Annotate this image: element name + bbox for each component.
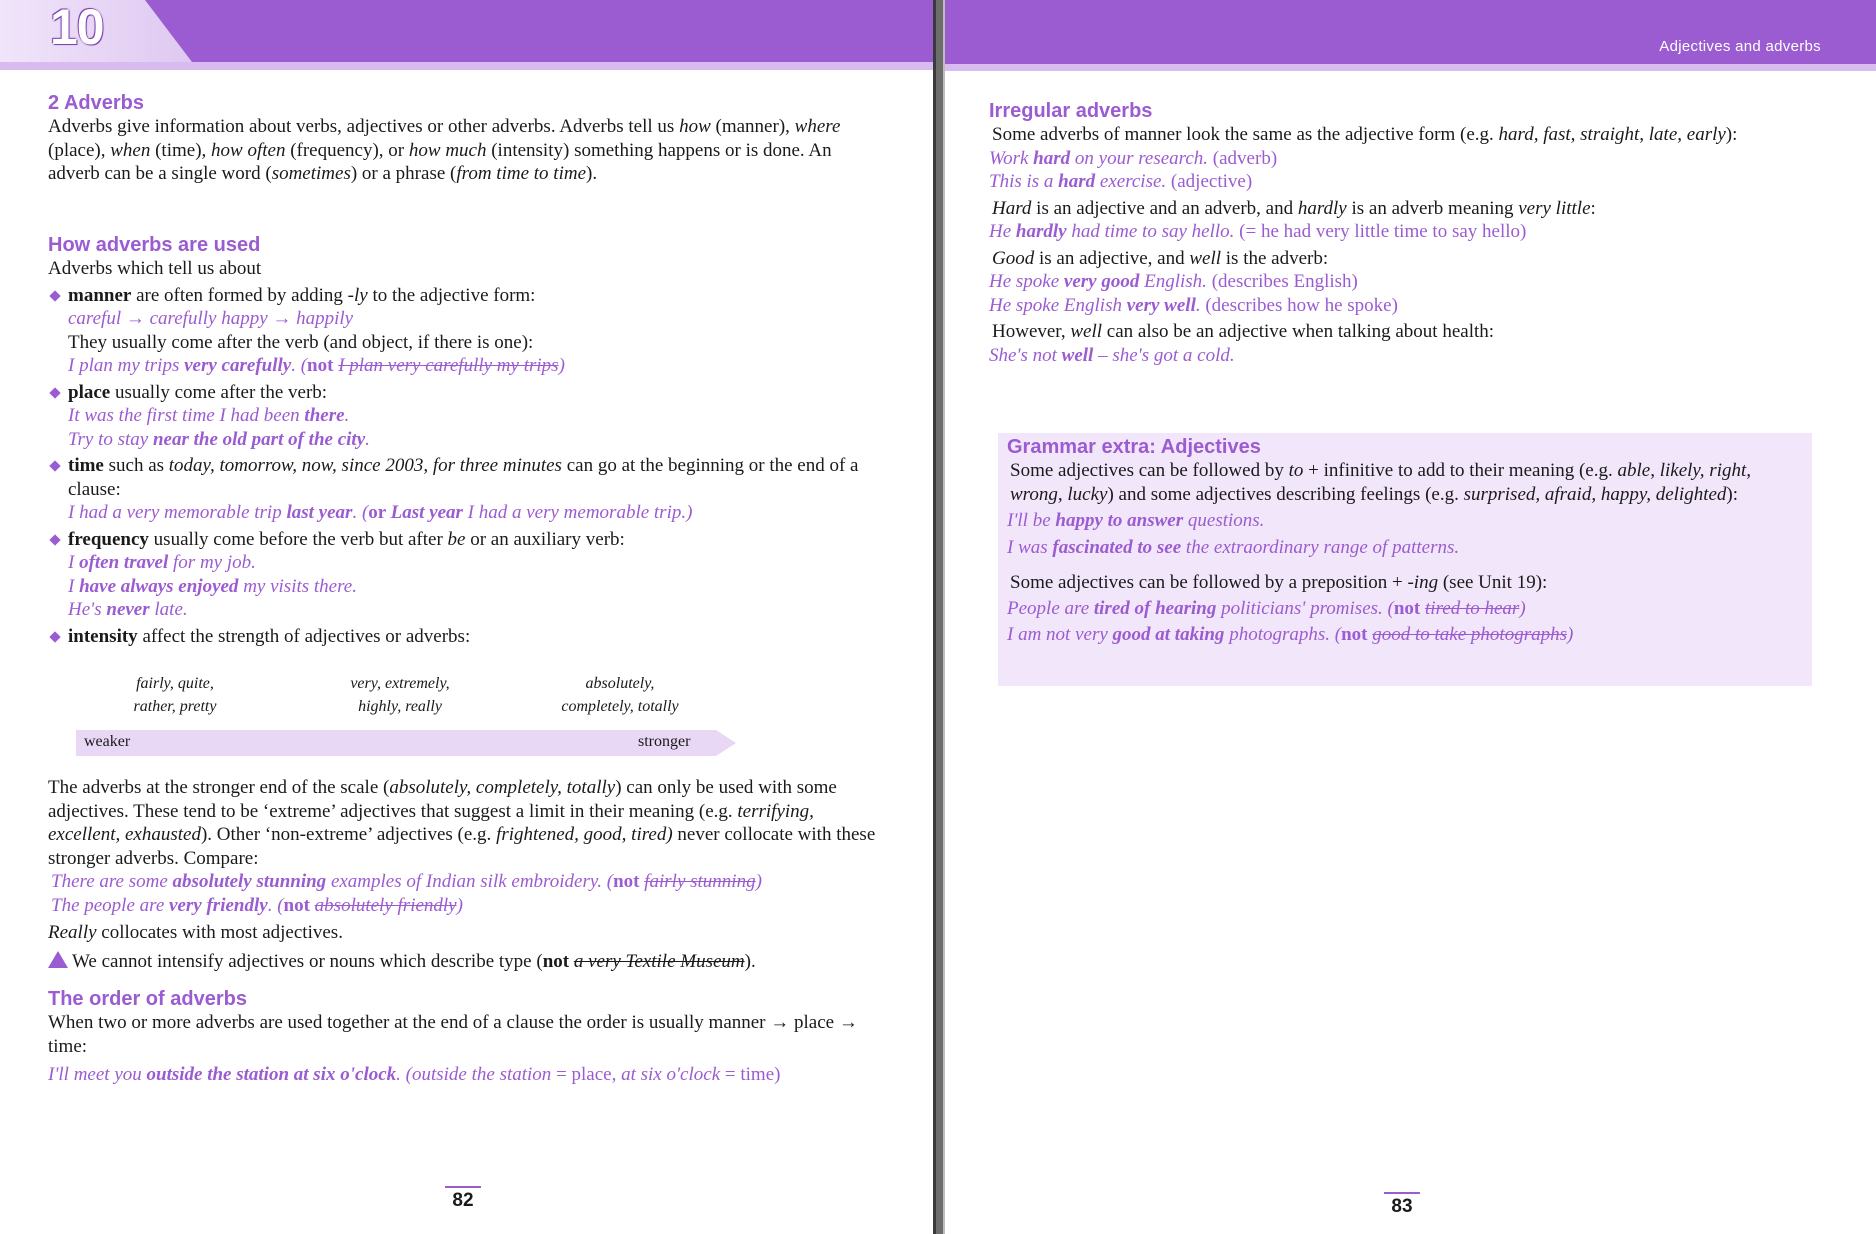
place-example-2: Try to stay near the old part of the city. <box>68 428 370 450</box>
good-paragraph: Good is an adjective, and well is the adverb: <box>992 247 1329 269</box>
grammar-extra-heading: Grammar extra: Adjectives <box>1007 436 1261 458</box>
page-number: 83 <box>1382 1196 1422 1218</box>
page-number: 82 <box>443 1190 483 1212</box>
stronger-adverbs-section <box>48 776 878 973</box>
compare-example-2: The people are very friendly. (not absolutely friendly) <box>51 894 463 916</box>
however-paragraph: However, well can also be an adjective when talking about health: <box>992 321 1495 342</box>
grammar-example-3: People are tired of hearing politicians' promises. (not tired to hear) <box>1007 597 1526 619</box>
intro-paragraph: Adverbs give information about verbs, adjectives or other adverbs. Adverbs tell us how (manner), where (place), when (time), how often (frequency), or how much (intensity) something happens or is done. An adverb can be a single word (sometimes) or a phrase (from time to time). <box>48 116 841 184</box>
how-used-section <box>48 234 878 648</box>
frequency-example-3: He's never late. <box>68 599 188 620</box>
hard-paragraph: Hard is an adjective and an adverb, and hardly is an adverb meaning very little: <box>992 197 1596 219</box>
scale-strong-words: absolutely, completely, totally <box>561 675 679 715</box>
unit-number: 10 <box>50 0 104 55</box>
grammar-example-1: I'll be happy to answer questions. <box>1007 510 1265 531</box>
header-stripe <box>945 64 1876 71</box>
order-example: I'll meet you outside the station at six o'clock. (outside the station = place, at six o'clock = time) <box>48 1064 781 1085</box>
grammar-extra-paragraph-1: Some adjectives can be followed by to + infinitive to add to their meaning (e.g. able, likely, right, wrong, lucky) and some adjectives describing feelings (e.g. surprised, afraid, happy, delighted): <box>1010 460 1752 505</box>
place-item: place usually come after the verb: <box>48 381 878 405</box>
frequency-item: frequency usually come before the verb but after be or an auxiliary verb: <box>48 528 878 552</box>
warning-note: We cannot intensify adjectives or nouns which describe type (not a very Textile Museum). <box>48 950 878 974</box>
intensity-item: intensity affect the strength of adjectives or adverbs: <box>48 625 878 649</box>
irregular-text: Some adverbs of manner look the same as the adjective form (e.g. hard, fast, straight, late, early): <box>992 124 1738 145</box>
place-example-1: It was the first time I had been there. <box>68 405 350 426</box>
irregular-heading: Irregular adverbs <box>989 100 1153 122</box>
frequency-example-1: I often travel for my job. <box>68 552 256 573</box>
manner-example-1: careful → carefully happy → happily <box>68 308 354 329</box>
stronger-paragraph: The adverbs at the stronger end of the scale (absolutely, completely, totally) can only be used with some adjectives. These tend to be ‘extreme’ adjectives that suggest a limit in their meaning (e.g. terrifying, excellent, exhausted). Other ‘non-extreme’ adjectives (e.g. frightened, good, tired) never collocate with these stronger adverbs. Compare: <box>48 777 876 869</box>
book-gutter <box>933 0 945 1234</box>
compare-example-1: There are some absolutely stunning examples of Indian silk embroidery. (not fairly stunning) <box>51 871 762 892</box>
irregular-section <box>989 100 1829 367</box>
health-example: She's not well – she's got a cold. <box>989 344 1235 366</box>
scale-weaker-label: weaker <box>84 733 131 750</box>
how-used-heading: How adverbs are used <box>48 234 261 256</box>
grammar-extra-paragraph-2: Some adjectives can be followed by a preposition + -ing (see Unit 19): <box>1010 572 1548 593</box>
irregular-example-1: Work hard on your research. (adverb) <box>989 147 1278 169</box>
really-note: Really collocates with most adjectives. <box>48 922 343 943</box>
section-heading: 2 Adverbs <box>48 92 144 114</box>
scale-weak-words: fairly, quite, rather, pretty <box>133 675 217 715</box>
grammar-example-4: I am not very good at taking photographs. (not good to take photographs) <box>1007 624 1574 645</box>
manner-example-2: I plan my trips very carefully. (not I plan very carefully my trips) <box>68 355 565 376</box>
scale-stronger-label: stronger <box>638 733 691 750</box>
running-head: Adjectives and adverbs <box>1659 38 1821 55</box>
grammar-extra-content <box>1007 436 1807 647</box>
adverbs-section <box>48 92 878 186</box>
time-item: time such as today, tomorrow, now, since 2003, for three minutes can go at the beginning or the end of a clause: <box>48 454 878 501</box>
grammar-example-2: I was fascinated to see the extraordinary range of patterns. <box>1007 536 1460 558</box>
good-example-2: He spoke English very well. (describes how he spoke) <box>989 294 1398 316</box>
order-section <box>48 988 878 1087</box>
time-example: I had a very memorable trip last year. (or Last year I had a very memorable trip.) <box>68 502 693 523</box>
good-example-1: He spoke very good English. (describes English) <box>989 271 1358 292</box>
warning-icon <box>48 951 68 968</box>
frequency-example-2: I have always enjoyed my visits there. <box>68 575 357 597</box>
manner-item: manner are often formed by adding -ly to the adjective form: <box>48 284 878 308</box>
header-stripe <box>0 62 933 70</box>
order-text: When two or more adverbs are used together at the end of a clause the order is usually manner → place → time: <box>48 1012 858 1057</box>
right-page <box>945 0 1876 1234</box>
manner-after-text: They usually come after the verb (and object, if there is one): <box>68 331 534 353</box>
scale-mid-words: very, extremely, highly, really <box>350 675 450 715</box>
hardly-example: He hardly had time to say hello. (= he had very little time to say hello) <box>989 221 1527 242</box>
order-heading: The order of adverbs <box>48 988 247 1010</box>
irregular-example-2: This is a hard exercise. (adjective) <box>989 171 1253 192</box>
intensity-scale-arrow <box>76 730 736 756</box>
how-used-intro: Adverbs which tell us about <box>48 258 262 279</box>
left-page <box>0 0 933 1234</box>
